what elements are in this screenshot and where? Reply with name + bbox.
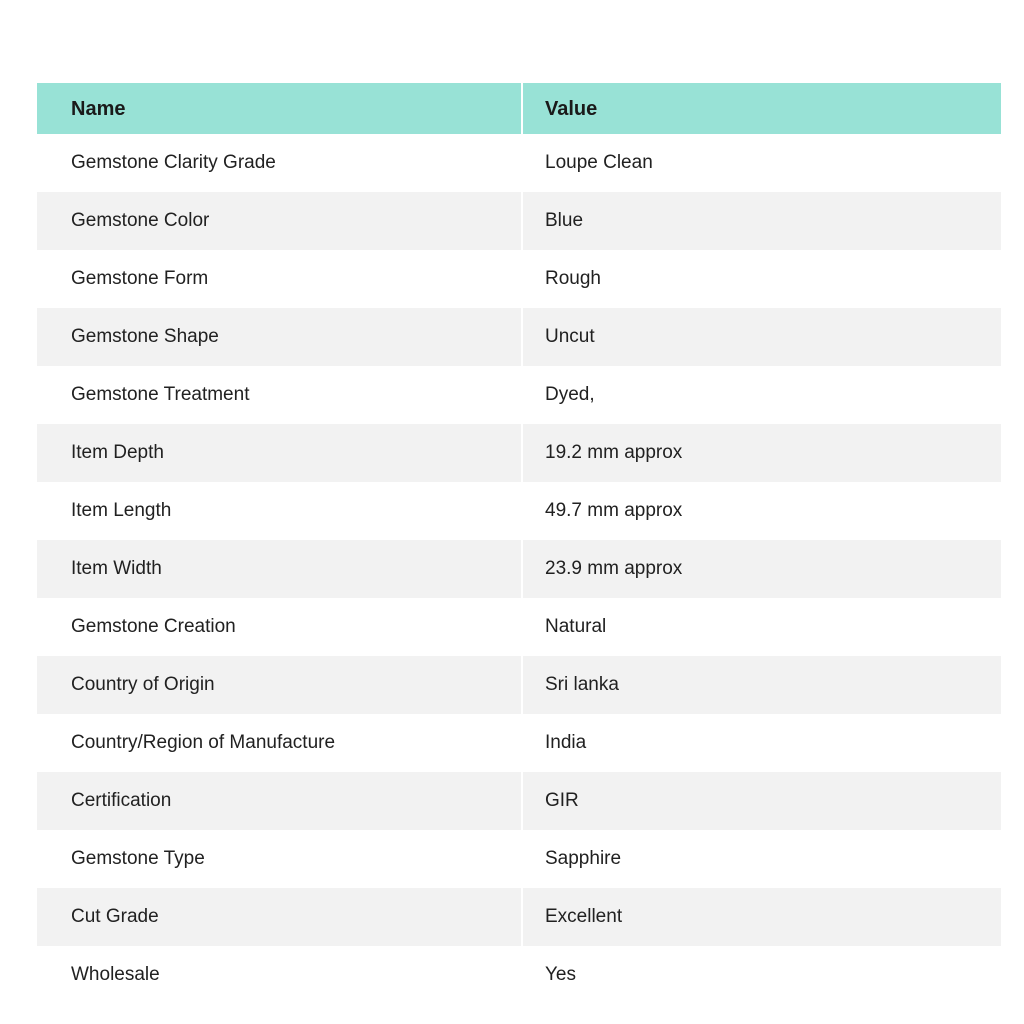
spec-value: Blue: [523, 192, 1001, 250]
table-row: [37, 482, 1001, 540]
table-row: [37, 830, 1001, 888]
spec-value: 49.7 mm approx: [523, 482, 1001, 540]
spec-value: Sri lanka: [523, 656, 1001, 714]
spec-value: India: [523, 714, 1001, 772]
table-row: [37, 308, 1001, 366]
spec-value: Loupe Clean: [523, 134, 1001, 192]
table-row: [37, 714, 1001, 772]
table-row: [37, 192, 1001, 250]
spec-value: Rough: [523, 250, 1001, 308]
column-header-value: Value: [523, 83, 1001, 134]
spec-value: Sapphire: [523, 830, 1001, 888]
spec-name: Gemstone Treatment: [37, 366, 523, 424]
spec-value: Uncut: [523, 308, 1001, 366]
table-row: [37, 656, 1001, 714]
table-body: [37, 134, 1001, 1004]
table-row: [37, 134, 1001, 192]
spec-value: Natural: [523, 598, 1001, 656]
spec-name: Gemstone Clarity Grade: [37, 134, 523, 192]
spec-name: Item Length: [37, 482, 523, 540]
table-row: [37, 424, 1001, 482]
table-row: [37, 366, 1001, 424]
spec-value: 19.2 mm approx: [523, 424, 1001, 482]
spec-name: Cut Grade: [37, 888, 523, 946]
spec-name: Gemstone Shape: [37, 308, 523, 366]
column-header-name: Name: [37, 83, 523, 134]
spec-name: Gemstone Form: [37, 250, 523, 308]
table-row: [37, 598, 1001, 656]
spec-value: Excellent: [523, 888, 1001, 946]
spec-name: Country/Region of Manufacture: [37, 714, 523, 772]
table-row: [37, 540, 1001, 598]
spec-value: 23.9 mm approx: [523, 540, 1001, 598]
spec-name: Certification: [37, 772, 523, 830]
table-row: [37, 772, 1001, 830]
spec-value: Yes: [523, 946, 1001, 1004]
spec-name: Item Width: [37, 540, 523, 598]
spec-value: GIR: [523, 772, 1001, 830]
item-specifics-table: [37, 83, 1001, 1004]
spec-name: Item Depth: [37, 424, 523, 482]
table-header-row: [37, 83, 1001, 134]
spec-name: Gemstone Color: [37, 192, 523, 250]
spec-value: Dyed,: [523, 366, 1001, 424]
table-row: [37, 888, 1001, 946]
table-row: [37, 250, 1001, 308]
spec-name: Country of Origin: [37, 656, 523, 714]
table-row: [37, 946, 1001, 1004]
spec-name: Wholesale: [37, 946, 523, 1004]
spec-name: Gemstone Type: [37, 830, 523, 888]
spec-name: Gemstone Creation: [37, 598, 523, 656]
